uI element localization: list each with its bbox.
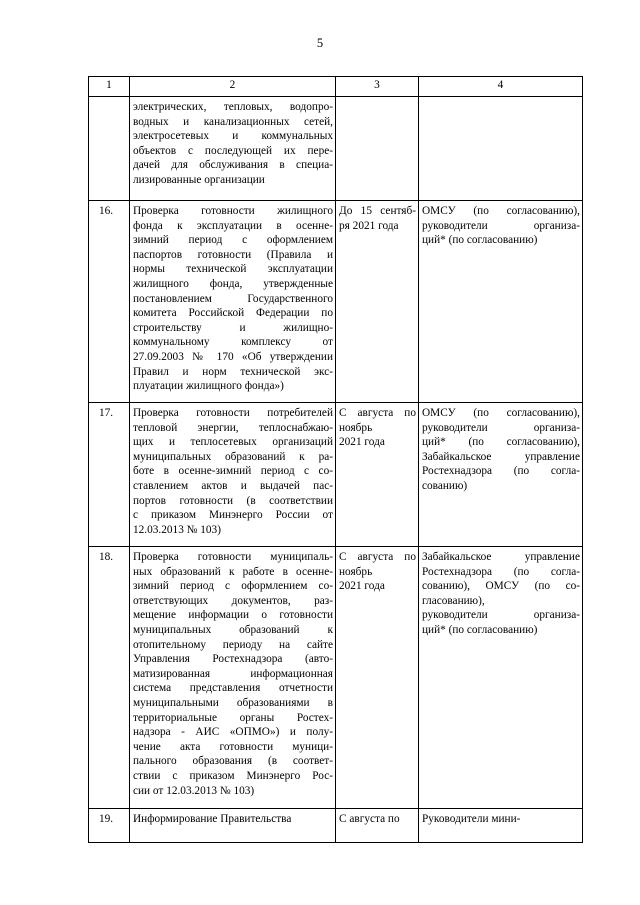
cell-line: ствии с приказом Минэнерго Рос- — [133, 769, 333, 782]
cell-line: С августа по — [339, 813, 400, 825]
row-responsible — [419, 201, 583, 403]
cell-line: муниципальных образований к — [133, 623, 333, 636]
header-col-1: 1 — [89, 77, 130, 97]
cell-line: жилищного фонда, утвержденные — [133, 277, 333, 290]
cell-line: отопительному периоду на сайте — [133, 638, 333, 651]
row-number-text: 17. — [99, 407, 114, 419]
cell-line: Ростехнадзора (по согла- — [422, 565, 580, 578]
cell-line: ставлением актов и выдачей пас- — [133, 479, 333, 492]
cell-line: Руководители мини- — [422, 813, 521, 825]
cell-line: зимний период с оформлением — [133, 234, 333, 247]
row-number — [89, 809, 130, 843]
cell-line: надзора - АИС «ОПМО») и полу- — [133, 726, 333, 739]
cell-line: Проверка готовности жилищного — [133, 205, 333, 217]
cell-line: 12.03.2013 № 103) — [133, 523, 221, 536]
cell-line: сованию) — [422, 479, 468, 492]
cell-line: ций* (по согласованию) — [422, 623, 538, 636]
cell-line: коммунальному комплексу от — [133, 336, 333, 349]
row-description — [130, 547, 336, 809]
cell-line: С августа по — [339, 407, 416, 419]
cell-line: ОМСУ (по согласованию), — [422, 205, 580, 217]
cell-line: Забайкальское управление — [422, 551, 580, 563]
cell-line: щих и теплосетевых организаций — [133, 436, 333, 449]
row-term — [336, 809, 419, 843]
cell-line: муниципальными образованиями в — [133, 696, 333, 709]
cell-line: Проверка готовности потребителей — [133, 407, 333, 419]
cell-line: объектов с последующей их пере- — [133, 144, 333, 157]
cell-line: Забайкальское управление — [422, 450, 580, 463]
row-responsible — [419, 809, 583, 843]
cell-line: ноябрь — [339, 421, 373, 434]
cell-line: руководители организа- — [422, 421, 580, 434]
cell-line: ций* (по согласованию), — [422, 436, 580, 449]
cell-line: ответствующих документов, раз- — [133, 594, 333, 607]
cell-line: территориальные органы Ростех- — [133, 711, 333, 724]
cell-line: руководители организа- — [422, 219, 580, 232]
row-description — [130, 809, 336, 843]
row-number — [89, 403, 130, 547]
cell-line: водных и канализационных сетей, — [133, 115, 333, 128]
cell-line: руководители организа- — [422, 609, 580, 622]
cell-line: ОМСУ (по согласованию), — [422, 407, 580, 419]
cell-line: ноябрь — [339, 565, 373, 578]
row-responsible — [419, 403, 583, 547]
cell-line: муниципальных образований к ра- — [133, 450, 333, 463]
row-number — [89, 201, 130, 403]
cell-line: зимний период с оформлением со- — [133, 580, 333, 593]
table-row — [89, 97, 583, 201]
cell-line: пального образования (в соответ- — [133, 755, 333, 768]
row-description — [130, 403, 336, 547]
row-number — [89, 97, 130, 201]
cell-line: дачей для обслуживания в специа- — [133, 159, 333, 172]
cell-line: тепловой энергии, теплоснабжаю- — [133, 421, 333, 434]
cell-line: чение акта готовности муници- — [133, 740, 333, 753]
cell-line: 27.09.2003 № 170 «Об утверждении — [133, 350, 333, 363]
cell-line: 2021 года — [339, 580, 385, 593]
row-term — [336, 547, 419, 809]
row-number-text: 16. — [99, 205, 114, 217]
table-row — [89, 403, 583, 547]
cell-line: 2021 года — [339, 436, 385, 449]
row-term — [336, 201, 419, 403]
cell-line: Проверка готовности муниципаль- — [133, 551, 333, 563]
cell-line: Ростехнадзора (по согла- — [422, 465, 580, 478]
row-number — [89, 547, 130, 809]
cell-line: матизированная информационная — [133, 667, 333, 680]
cell-line: Управления Ростехнадзора (авто- — [133, 653, 333, 666]
row-number-text: 19. — [99, 813, 114, 825]
cell-line: мещение информации о готовности — [133, 609, 333, 622]
cell-line: с приказом Минэнерго России от — [133, 509, 333, 522]
row-description — [130, 97, 336, 201]
page-number: 5 — [316, 36, 324, 50]
cell-line: лизированные организации — [133, 173, 265, 186]
schedule-table — [88, 76, 583, 843]
cell-line: Информирование Правительства — [133, 813, 292, 825]
cell-line: плуатации жилищного фонда») — [133, 380, 284, 393]
cell-line: ря 2021 года — [339, 219, 399, 232]
cell-line: электрических, тепловых, водопро- — [133, 101, 333, 113]
cell-line: нормы технической эксплуатации — [133, 263, 333, 276]
cell-line: электросетевых и коммунальных — [133, 130, 333, 143]
table-row — [89, 201, 583, 403]
row-number-text: 18. — [99, 551, 114, 563]
row-responsible — [419, 547, 583, 809]
table-header-row — [89, 77, 583, 97]
row-term — [336, 97, 419, 201]
cell-line: сии от 12.03.2013 № 103) — [133, 784, 255, 797]
cell-line: комитета Российской Федерации по — [133, 307, 333, 320]
cell-line: До 15 сентяб- — [339, 205, 416, 217]
table-row — [89, 809, 583, 843]
row-term — [336, 403, 419, 547]
cell-line: система представления отчетности — [133, 682, 333, 695]
cell-line: сованию), ОМСУ (по со- — [422, 580, 580, 593]
cell-line: ных образований к работе в осенне- — [133, 565, 333, 578]
cell-line: ций* (по согласованию) — [422, 234, 538, 247]
cell-line: паспортов готовности (Правила и — [133, 248, 333, 261]
cell-line: портов готовности (в соответствии — [133, 494, 333, 507]
row-description — [130, 201, 336, 403]
cell-line: фонда к эксплуатации в осенне- — [133, 219, 333, 232]
cell-line: боте в осенне-зимний период с со- — [133, 465, 333, 478]
cell-line: С августа по — [339, 551, 416, 563]
cell-line: постановлением Государственного — [133, 292, 333, 305]
table-row — [89, 547, 583, 809]
header-col-2: 2 — [130, 77, 336, 97]
row-responsible — [419, 97, 583, 201]
cell-line: строительству и жилищно- — [133, 321, 333, 334]
cell-line: Правил и норм технической экс- — [133, 365, 333, 378]
header-col-3: 3 — [336, 77, 419, 97]
header-col-4: 4 — [419, 77, 583, 97]
cell-line: гласованию), — [422, 594, 485, 607]
